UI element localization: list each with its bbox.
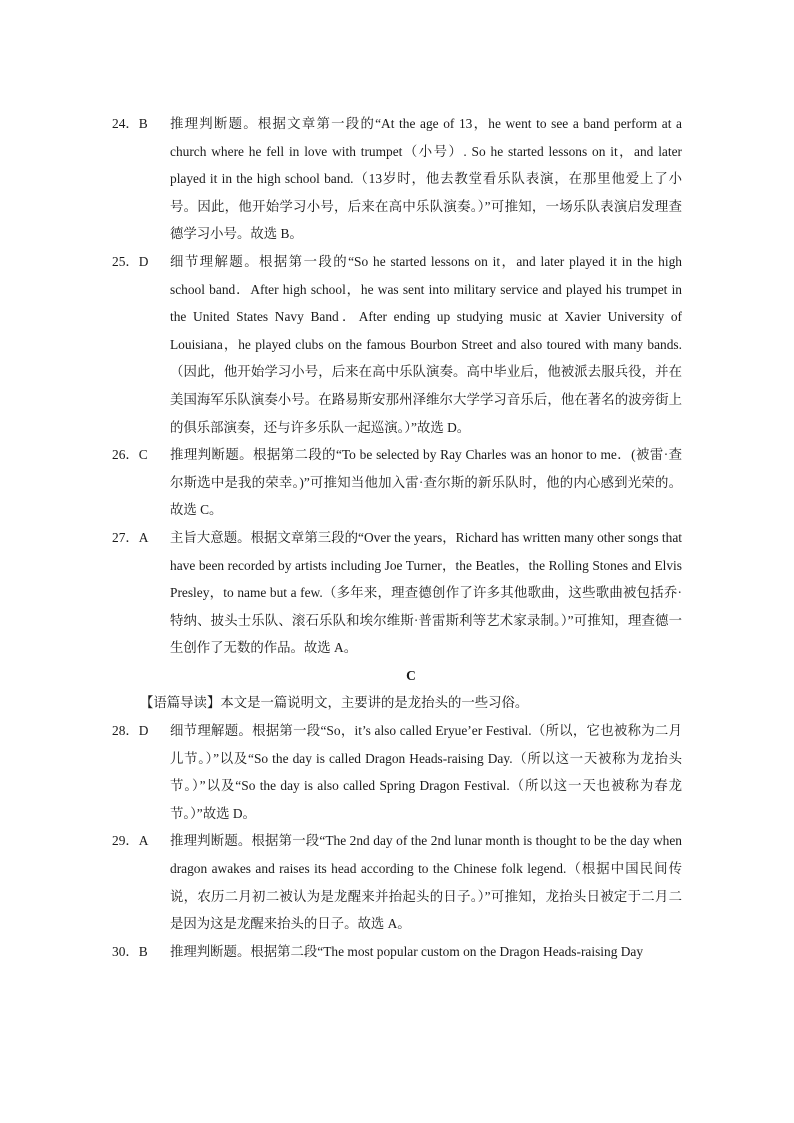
question-number: 28．D xyxy=(112,723,149,739)
question-number: 27．A xyxy=(112,529,149,545)
answer-item-30 xyxy=(112,938,682,966)
answer-item-24 xyxy=(112,110,682,248)
question-number: 25．D xyxy=(112,253,149,269)
answer-item-26 xyxy=(112,441,682,524)
passage-guide: 【语篇导读】本文是一篇说明文，主要讲的是龙抬头的一些习俗。 xyxy=(140,695,529,711)
answer-explanations xyxy=(112,110,682,965)
explanation-text: 细节理解题。根据第一段的“So he started lessons on it，and later played it in the high school band．After high school，he was sent into military service and played his trumpet in the United States Navy Band．After ending up studying music at Xavier University of Louisiana，he played clubs on the famous Bourbon Street and also toured with many bands.（因此，他开始学习小号，后来在高中乐队演奏。高中毕业后，他被派去服兵役，并在美国海军乐队演奏小号。在路易斯安那州泽维尔大学学习音乐后，他在著名的波旁街上的俱乐部演奏，还与许多乐队一起巡演。）”故选 D。 xyxy=(170,253,682,435)
question-number: 29．A xyxy=(112,833,149,849)
explanation-text: 推理判断题。根据第二段的“To be selected by Ray Charles was an honor to me．(被雷·查尔斯选中是我的荣幸。)”可推知当他加入雷·查尔斯的新乐队时，他的内心感到光荣的。故选 C。 xyxy=(170,447,682,518)
explanation-text: 推理判断题。根据第一段“The 2nd day of the 2nd lunar month is thought to be the day when dragon awakes and raises its head according to the Chinese folk legend.（根据中国民间传说，农历二月初二被认为是龙醒来并抬起头的日子。）”可推知，龙抬头日被定于二月二是因为这是龙醒来抬头的日子。故选 A。 xyxy=(170,833,682,932)
explanation-text: 细节理解题。根据第一段“So，it’s also called Eryue’er Festival.（所以，它也被称为二月儿节。）”以及“So the day is called Dragon Heads-raising Day.（所以这一天被称为龙抬头节。）”以及“So the day is also called Spring Dragon Festival.（所以这一天也被称为春龙节。）”故选 D。 xyxy=(170,723,682,821)
answer-item-27 xyxy=(112,524,682,662)
section-heading: C xyxy=(406,667,416,683)
question-number: 24．B xyxy=(112,116,148,131)
explanation-text: 推理判断题。根据文章第一段的“At the age of 13，he went to see a band perform at a church where he fell in love with trumpet（小号）. So he started lessons on it，and later played it in the high school band.（13岁时，他去教堂看乐队表演，在那里他爱上了小号。因此，他开始学习小号，后来在高中乐队演奏。）”可推知，一场乐队表演启发理查德学习小号。故选 B。 xyxy=(170,116,682,242)
explanation-text: 推理判断题。根据第二段“The most popular custom on the Dragon Heads-raising Day xyxy=(170,943,644,959)
explanation-text: 主旨大意题。根据文章第三段的“Over the years，Richard has written many other songs that have been recorded by artists including Joe Turner，the Beatles，the Rolling Stones and Elvis Presley，to name but a few.（多年来，理查德创作了许多其他歌曲，这些歌曲被包括乔·特纳、披头士乐队、滚石乐队和埃尔维斯·普雷斯利等艺术家录制。）”可推知，理查德一生创作了无数的作品。故选 A。 xyxy=(170,529,682,656)
answer-item-29 xyxy=(112,827,682,937)
question-number: 26．C xyxy=(112,447,148,463)
question-number: 30．B xyxy=(112,943,148,959)
answer-item-28 xyxy=(112,717,682,827)
answer-item-25 xyxy=(112,248,682,441)
